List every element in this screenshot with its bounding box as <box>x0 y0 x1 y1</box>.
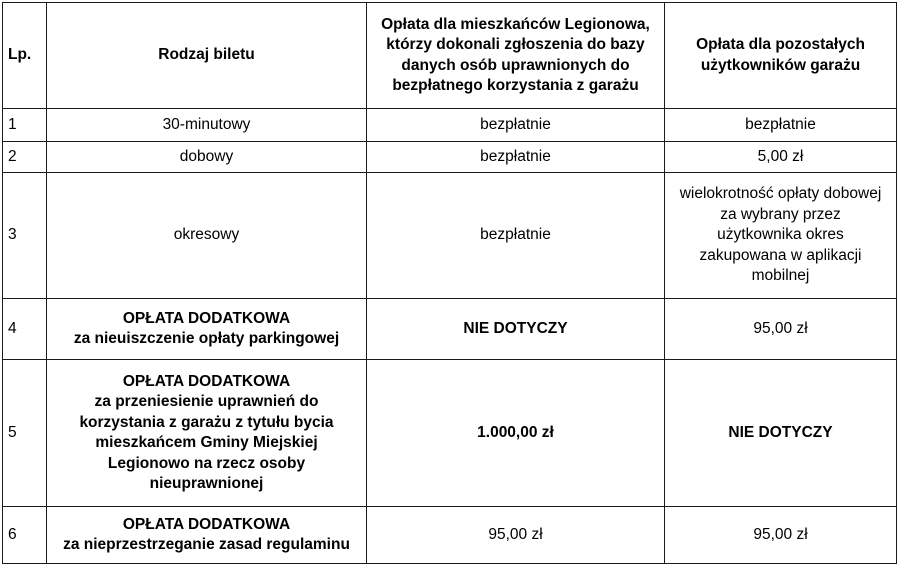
header-ticket-type: Rodzaj biletu <box>47 3 367 109</box>
row-residents-fee: 95,00 zł <box>367 507 665 564</box>
row-ticket-type: okresowy <box>47 173 367 299</box>
row-residents-fee: NIE DOTYCZY <box>367 299 665 360</box>
surcharge-title: OPŁATA DODATKOWA <box>122 309 291 327</box>
table-row <box>3 109 897 142</box>
table-row <box>3 142 897 173</box>
row-others-fee: bezpłatnie <box>665 109 897 142</box>
header-others-fee: Opłata dla pozostałych użytkowników garażu <box>665 3 897 109</box>
table-row <box>3 507 897 564</box>
surcharge-description: za nieuiszczenie opłaty parkingowej <box>73 330 340 347</box>
header-residents-fee: Opłata dla mieszkańców Legionowa, którzy dokonali zgłoszenia do bazy danych osób uprawnionych do bezpłatnego korzystania z garażu <box>367 3 665 109</box>
row-ticket-type <box>47 507 367 564</box>
row-lp: 2 <box>3 142 47 173</box>
row-ticket-type: dobowy <box>47 142 367 173</box>
row-ticket-type <box>47 360 367 507</box>
fee-table <box>2 2 897 564</box>
row-lp: 4 <box>3 299 47 360</box>
row-others-fee: 5,00 zł <box>665 142 897 173</box>
row-others-fee: 95,00 zł <box>665 299 897 360</box>
row-others-fee: wielokrotność opłaty dobowej za wybrany przez użytkownika okres zakupowana w aplikacji mobilnej <box>665 173 897 299</box>
table-row <box>3 299 897 360</box>
surcharge-description: za przeniesienie uprawnień do korzystania z garażu z tytułu bycia mieszkańcem Gminy Miejskiej Legionowo na rzecz osoby nieuprawnionej <box>79 393 334 492</box>
row-ticket-type: 30-minutowy <box>47 109 367 142</box>
table-row <box>3 173 897 299</box>
surcharge-title: OPŁATA DODATKOWA <box>122 372 291 390</box>
row-lp: 3 <box>3 173 47 299</box>
row-lp: 6 <box>3 507 47 564</box>
surcharge-title: OPŁATA DODATKOWA <box>122 515 291 533</box>
row-residents-fee: bezpłatnie <box>367 173 665 299</box>
row-residents-fee: bezpłatnie <box>367 109 665 142</box>
surcharge-description: za nieprzestrzeganie zasad regulaminu <box>63 536 350 553</box>
row-residents-fee: 1.000,00 zł <box>367 360 665 507</box>
row-residents-fee: bezpłatnie <box>367 142 665 173</box>
row-others-fee: NIE DOTYCZY <box>665 360 897 507</box>
row-lp: 1 <box>3 109 47 142</box>
table-row <box>3 360 897 507</box>
row-ticket-type <box>47 299 367 360</box>
row-others-fee: 95,00 zł <box>665 507 897 564</box>
header-lp: Lp. <box>3 3 47 109</box>
table-header-row <box>3 3 897 109</box>
row-lp: 5 <box>3 360 47 507</box>
